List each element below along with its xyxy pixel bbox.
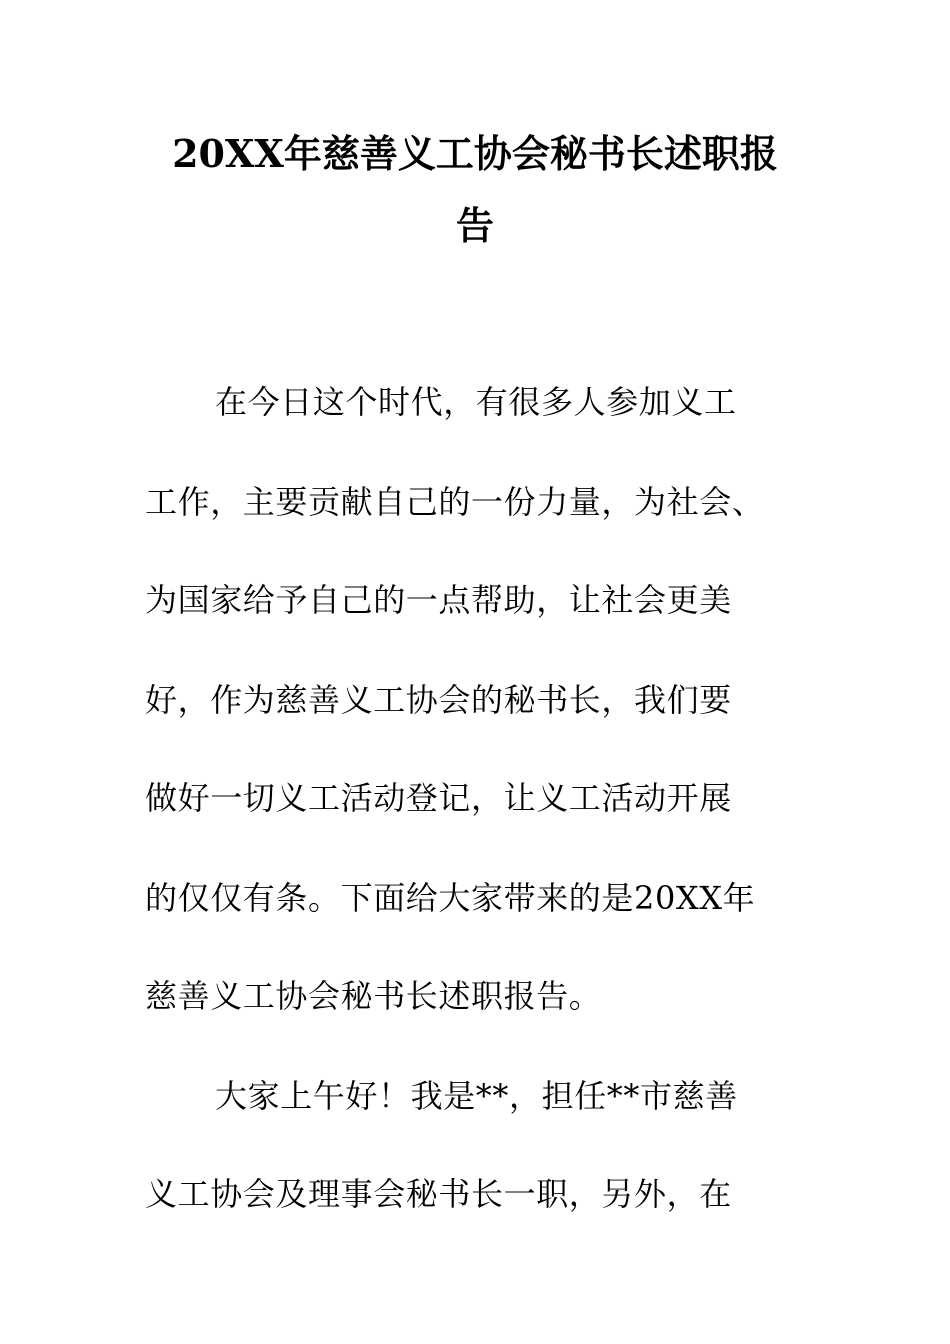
title-line-2: 告 (455, 203, 494, 248)
paragraph-1-line-7: 慈善义工协会秘书长述职报告。 (145, 977, 602, 1015)
paragraph-1-line-6: 的仅仅有条。下面给大家带来的是20XX年 (145, 879, 756, 917)
paragraph-1-line-1: 在今日这个时代，有很多人参加义工 (215, 383, 737, 421)
paragraph-1-line-3: 为国家给予自己的一点帮助，让社会更美 (145, 581, 732, 619)
paragraph-2-line-1: 大家上午好！我是**，担任**市慈善 (215, 1077, 738, 1115)
paragraph-2-line-2: 义工协会及理事会秘书长一职，另外，在 (145, 1175, 732, 1213)
paragraph-1-line-2: 工作，主要贡献自己的一份力量，为社会、 (145, 483, 765, 521)
document-title (145, 0, 805, 300)
paragraph-1-line-4: 好，作为慈善义工协会的秘书长，我们要 (145, 681, 732, 719)
title-line-1: 20XX年慈善义工协会秘书长述职报 (172, 131, 778, 176)
paragraph-1-line-5: 做好一切义工活动登记，让义工活动开展 (145, 779, 732, 817)
